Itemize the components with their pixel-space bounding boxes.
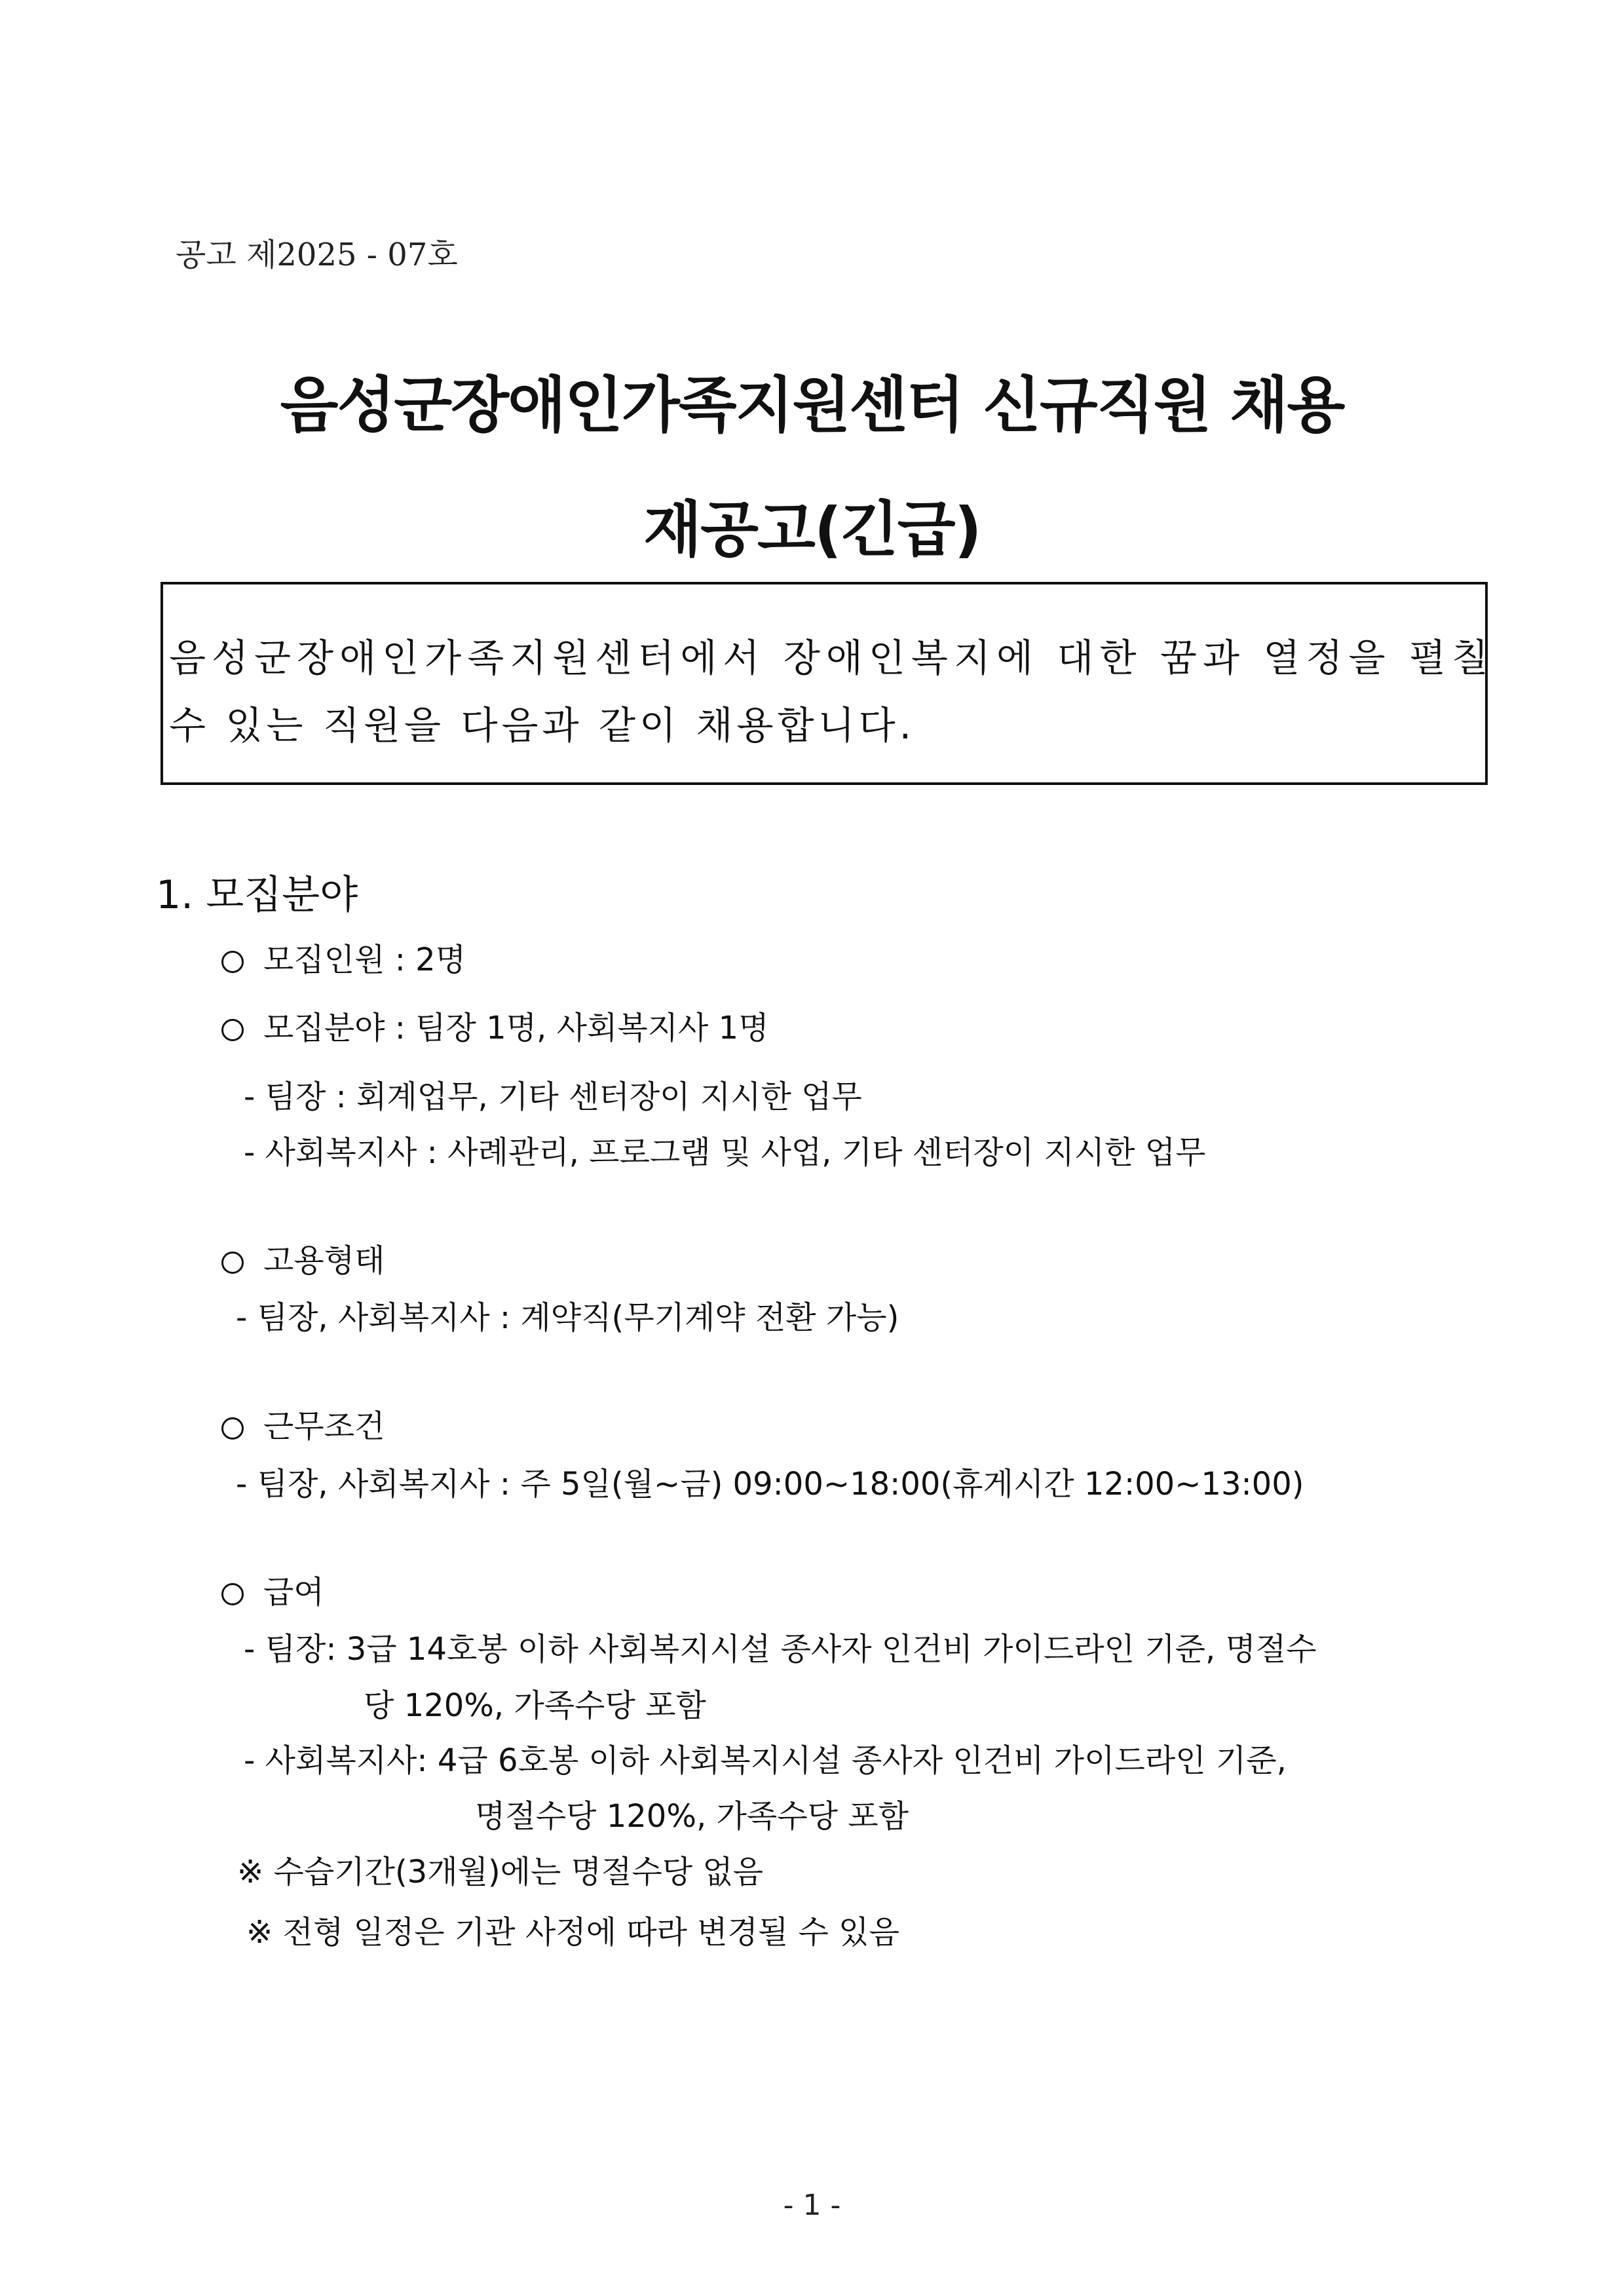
work-conditions-detail: - 팀장, 사회복지사 : 주 5일(월~금) 09:00~18:00(휴게시간 12:00~13:00) — [236, 1466, 1304, 1502]
circle-bullet-icon — [221, 951, 244, 973]
intro-text-line-2: 수 있는 직원을 다음과 같이 채용합니다. — [169, 703, 916, 748]
salary-title: 급여 — [263, 1574, 324, 1611]
recruit-field-item — [221, 1003, 769, 1048]
salary-leader-line-2: 당 120%, 가족수당 포함 — [364, 1687, 706, 1724]
salary-worker-line-1: - 사회복지사: 4급 6호봉 이하 사회복지시설 종사자 인건비 가이드라인 기준, — [244, 1742, 1287, 1779]
intro-text-line-1: 음성군장애인가족지원센터에서 장애인복지에 대한 꿈과 열정을 펼칠 — [169, 636, 1494, 680]
salary-worker-line-2: 명절수당 120%, 가족수당 포함 — [475, 1798, 909, 1835]
salary-item — [221, 1567, 324, 1612]
employment-type-item — [221, 1235, 385, 1280]
circle-bullet-icon — [221, 1252, 244, 1274]
note-schedule: ※ 전형 일정은 기관 사정에 따라 변경될 수 있음 — [246, 1914, 899, 1951]
employment-type-title: 고용형태 — [263, 1242, 385, 1279]
field-worker-line: - 사회복지사 : 사례관리, 프로그램 및 사업, 기타 센터장이 지시한 업무 — [244, 1134, 1206, 1171]
field-leader-line: - 팀장 : 회계업무, 기타 센터장이 지시한 업무 — [244, 1079, 862, 1115]
document-title: 음성군장애인가족지원센터 신규직원 채용 — [280, 370, 1344, 440]
recruit-count-text: 모집인원 : 2명 — [263, 942, 466, 978]
employment-type-detail: - 팀장, 사회복지사 : 계약직(무기계약 전환 가능) — [236, 1299, 899, 1336]
circle-bullet-icon — [221, 1417, 244, 1440]
recruit-field-text: 모집분야 : 팀장 1명, 사회복지사 1명 — [263, 1010, 769, 1046]
salary-leader-line-1: - 팀장: 3급 14호봉 이하 사회복지시설 종사자 인건비 가이드라인 기준, 명절수 — [244, 1631, 1317, 1668]
intro-box — [161, 582, 1488, 785]
document-subtitle: 재공고(긴급) — [643, 495, 981, 565]
work-conditions-title: 근무조건 — [263, 1408, 385, 1445]
page-number: - 1 - — [783, 2189, 841, 2222]
recruit-count-item — [221, 934, 466, 980]
circle-bullet-icon — [221, 1583, 244, 1605]
work-conditions-item — [221, 1401, 385, 1446]
notice-number: 공고 제2025 - 07호 — [176, 237, 458, 273]
section-heading: 1. 모집분야 — [156, 872, 358, 918]
note-probation: ※ 수습기간(3개월)에는 명절수당 없음 — [237, 1854, 764, 1890]
circle-bullet-icon — [221, 1019, 244, 1041]
